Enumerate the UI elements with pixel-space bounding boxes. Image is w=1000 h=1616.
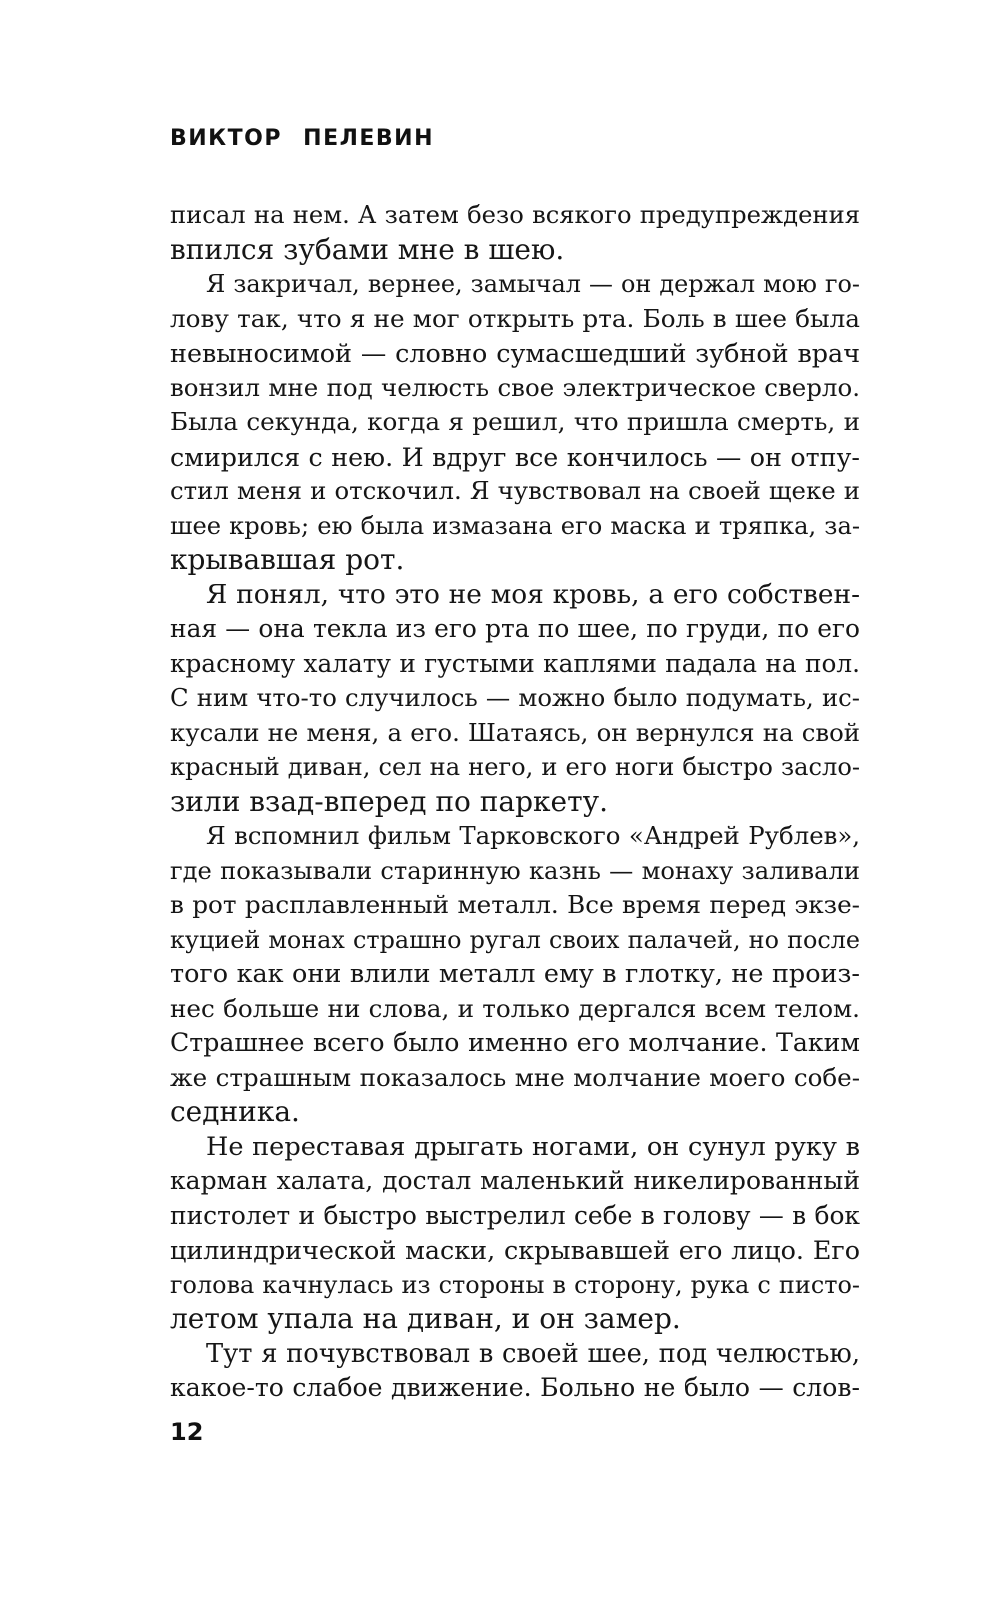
text-line: ная — она текла из его рта по шее, по груди, по его [170,614,860,643]
text-line: куцией монах страшно ругал своих палачей, но после [170,925,860,954]
text-line: Страшнее всего было именно его молчание. Таким [170,1028,860,1057]
text-line: зили взад-вперед по паркету. [170,784,608,818]
text-line: красному халату и густыми каплями падала на пол. [170,648,860,678]
running-head: ВИКТОР ПЕЛЕВИН [170,126,434,151]
text-line: летом упала на диван, и он замер. [170,1302,681,1335]
text-line: же страшным показалось мне молчание моего собе- [170,1062,860,1092]
text-line: лову так, что я не мог открыть рта. Боль в шее была [170,303,860,333]
text-line: Тут я почувствовал в своей шее, под челюстью, [206,1338,860,1369]
text-line: голова качнулась из стороны в сторону, рука с писто- [170,1270,860,1299]
text-line: цилиндрической маски, скрывавшей его лицо. Его [170,1235,860,1265]
text-line: нес больше ни слова, и только дергался всем телом. [170,993,860,1023]
text-line: того как они влили металл ему в глотку, не произ- [170,959,860,989]
text-line: Была секунда, когда я решил, что пришла смерть, и [170,407,860,436]
text-line: какое-то слабое движение. Больно не было — слов- [170,1373,860,1402]
text-line: Я закричал, вернее, замычал — он держал мою го- [206,270,860,298]
body-text [170,198,860,1406]
text-line: где показывали старинную казнь — монаху заливали [170,856,860,885]
text-line: смирился с нею. И вдруг все кончилось — он отпу- [170,441,860,472]
text-line: пистолет и быстро выстрелил себе в голову — в бок [170,1200,860,1230]
text-line: Я вспомнил фильм Тарковского «Андрей Рублев», [206,821,860,850]
text-line: в рот расплавленный металл. Все время перед экзе- [170,890,860,919]
text-line: крывавшая рот. [170,543,405,576]
text-line: невыносимой — словно сумасшедший зубной врач [170,338,860,368]
text-line: кусали не меня, а его. Шатаясь, он вернулся на свой [170,717,860,747]
text-line: впился зубами мне в шею. [170,232,565,266]
text-line: Я понял, что это не моя кровь, а его собствен- [206,578,860,610]
text-line: седника. [170,1095,300,1128]
text-line: писал на нем. А затем безо всякого предупреждения [170,201,860,229]
text-line: С ним что-то случилось — можно было подумать, ис- [170,683,860,712]
text-line: красный диван, сел на него, и его ноги быстро засло- [170,753,860,781]
text-line: стил меня и отскочил. Я чувствовал на своей щеке и [170,476,860,505]
text-line: вонзил мне под челюсть свое электрическое сверло. [170,372,860,402]
page-number: 12 [170,1418,204,1446]
text-line: шее кровь; ею была измазана его маска и тряпка, за- [170,511,860,540]
text-line: Не переставая дрыгать ногами, он сунул руку в [206,1131,860,1162]
text-line: карман халата, достал маленький никелированный [170,1166,860,1195]
